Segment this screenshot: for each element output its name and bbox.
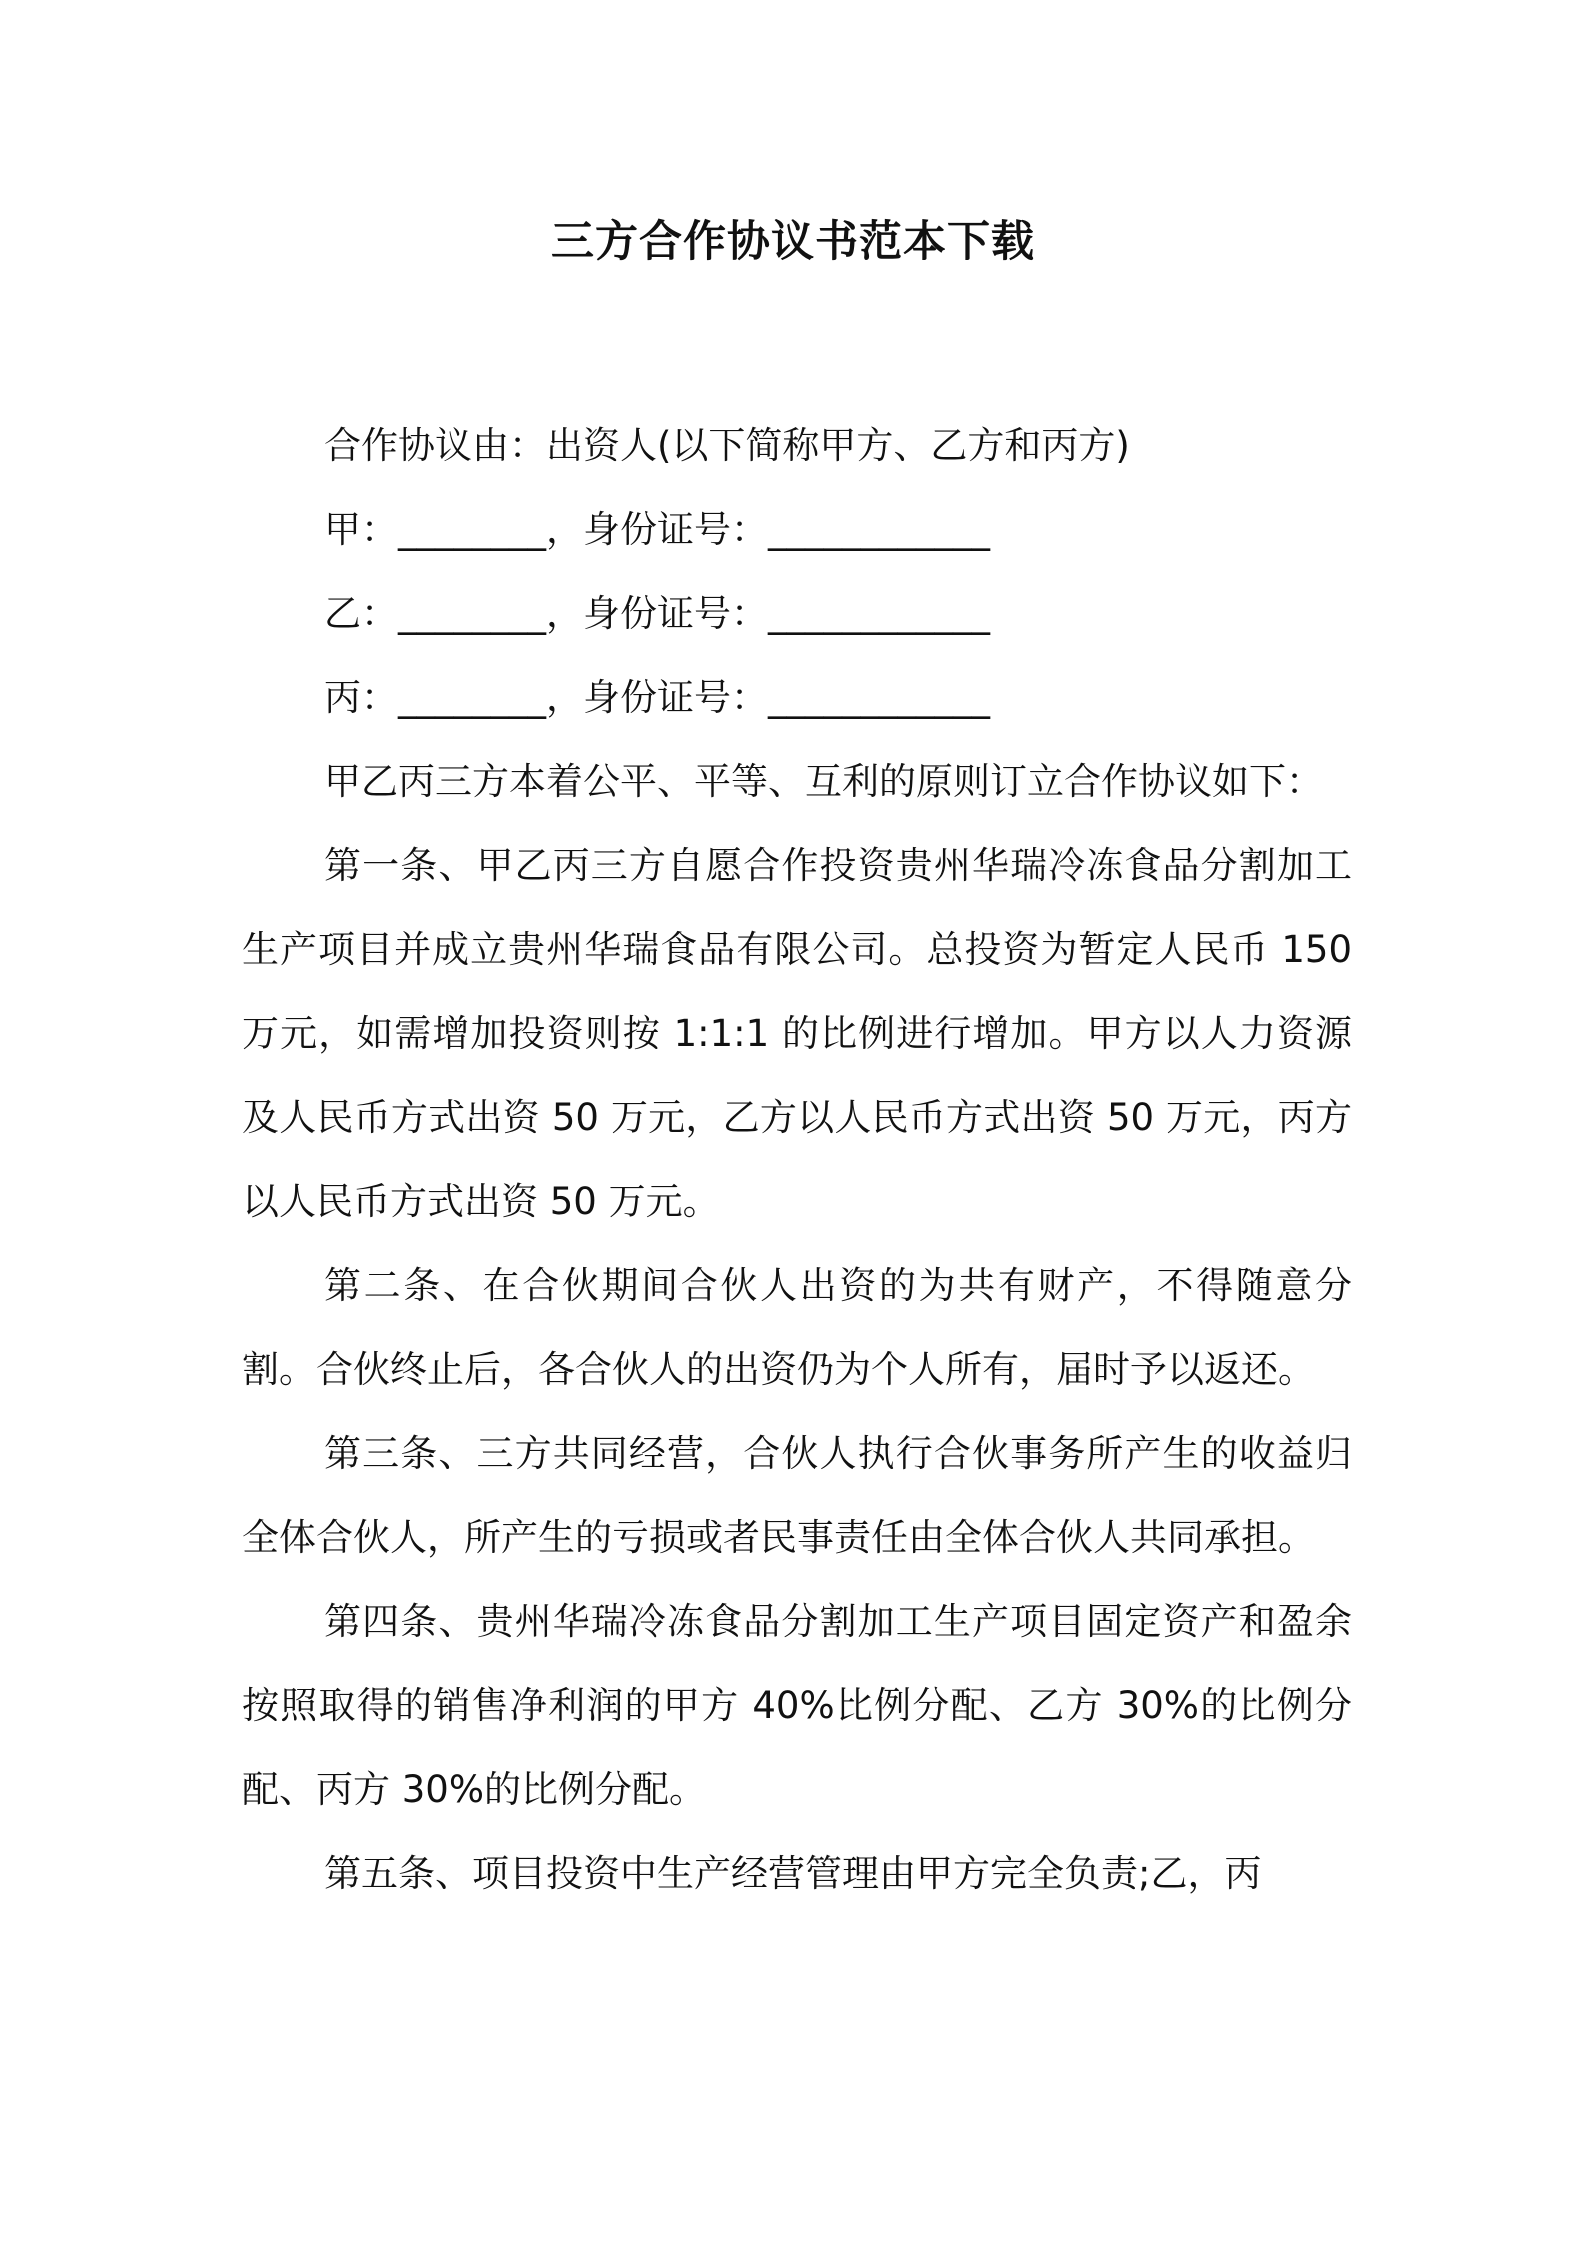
article-3: 第三条、三方共同经营，合伙人执行合伙事务所产生的收益归全体合伙人，所产生的亏损或者民事责任由全体合伙人共同承担。 xyxy=(242,1432,1352,1559)
article-2: 第二条、在合伙期间合伙人出资的为共有财产，不得随意分割。合伙终止后，各合伙人的出资仍为个人所有，届时予以返还。 xyxy=(242,1264,1352,1391)
preamble-line: 甲乙丙三方本着公平、平等、互利的原则订立合作协议如下： xyxy=(324,760,1323,803)
article-5: 第五条、项目投资中生产经营管理由甲方完全负责;乙，丙 xyxy=(324,1852,1262,1895)
document-title: 三方合作协议书范本下载 xyxy=(551,217,1035,267)
party-c-line: 丙：________，身份证号：____________ xyxy=(324,676,990,719)
intro-line: 合作协议由：出资人(以下简称甲方、乙方和丙方) xyxy=(324,424,1130,467)
article-1: 第一条、甲乙丙三方自愿合作投资贵州华瑞冷冻食品分割加工生产项目并成立贵州华瑞食品有限公司。总投资为暂定人民币 150 万元，如需增加投资则按 1:1:1 的比例进行增加。甲方以人力资源及人民币方式出资 50 万元，乙方以人民币方式出资 50 万元，丙方以人民币方式出资 50 万元。 xyxy=(242,844,1352,1223)
document-body xyxy=(242,404,1352,1916)
party-b-line: 乙：________，身份证号：____________ xyxy=(324,592,990,635)
party-a-line: 甲：________，身份证号：____________ xyxy=(324,508,990,551)
article-4: 第四条、贵州华瑞冷冻食品分割加工生产项目固定资产和盈余按照取得的销售净利润的甲方 40%比例分配、乙方 30%的比例分配、丙方 30%的比例分配。 xyxy=(242,1600,1352,1811)
